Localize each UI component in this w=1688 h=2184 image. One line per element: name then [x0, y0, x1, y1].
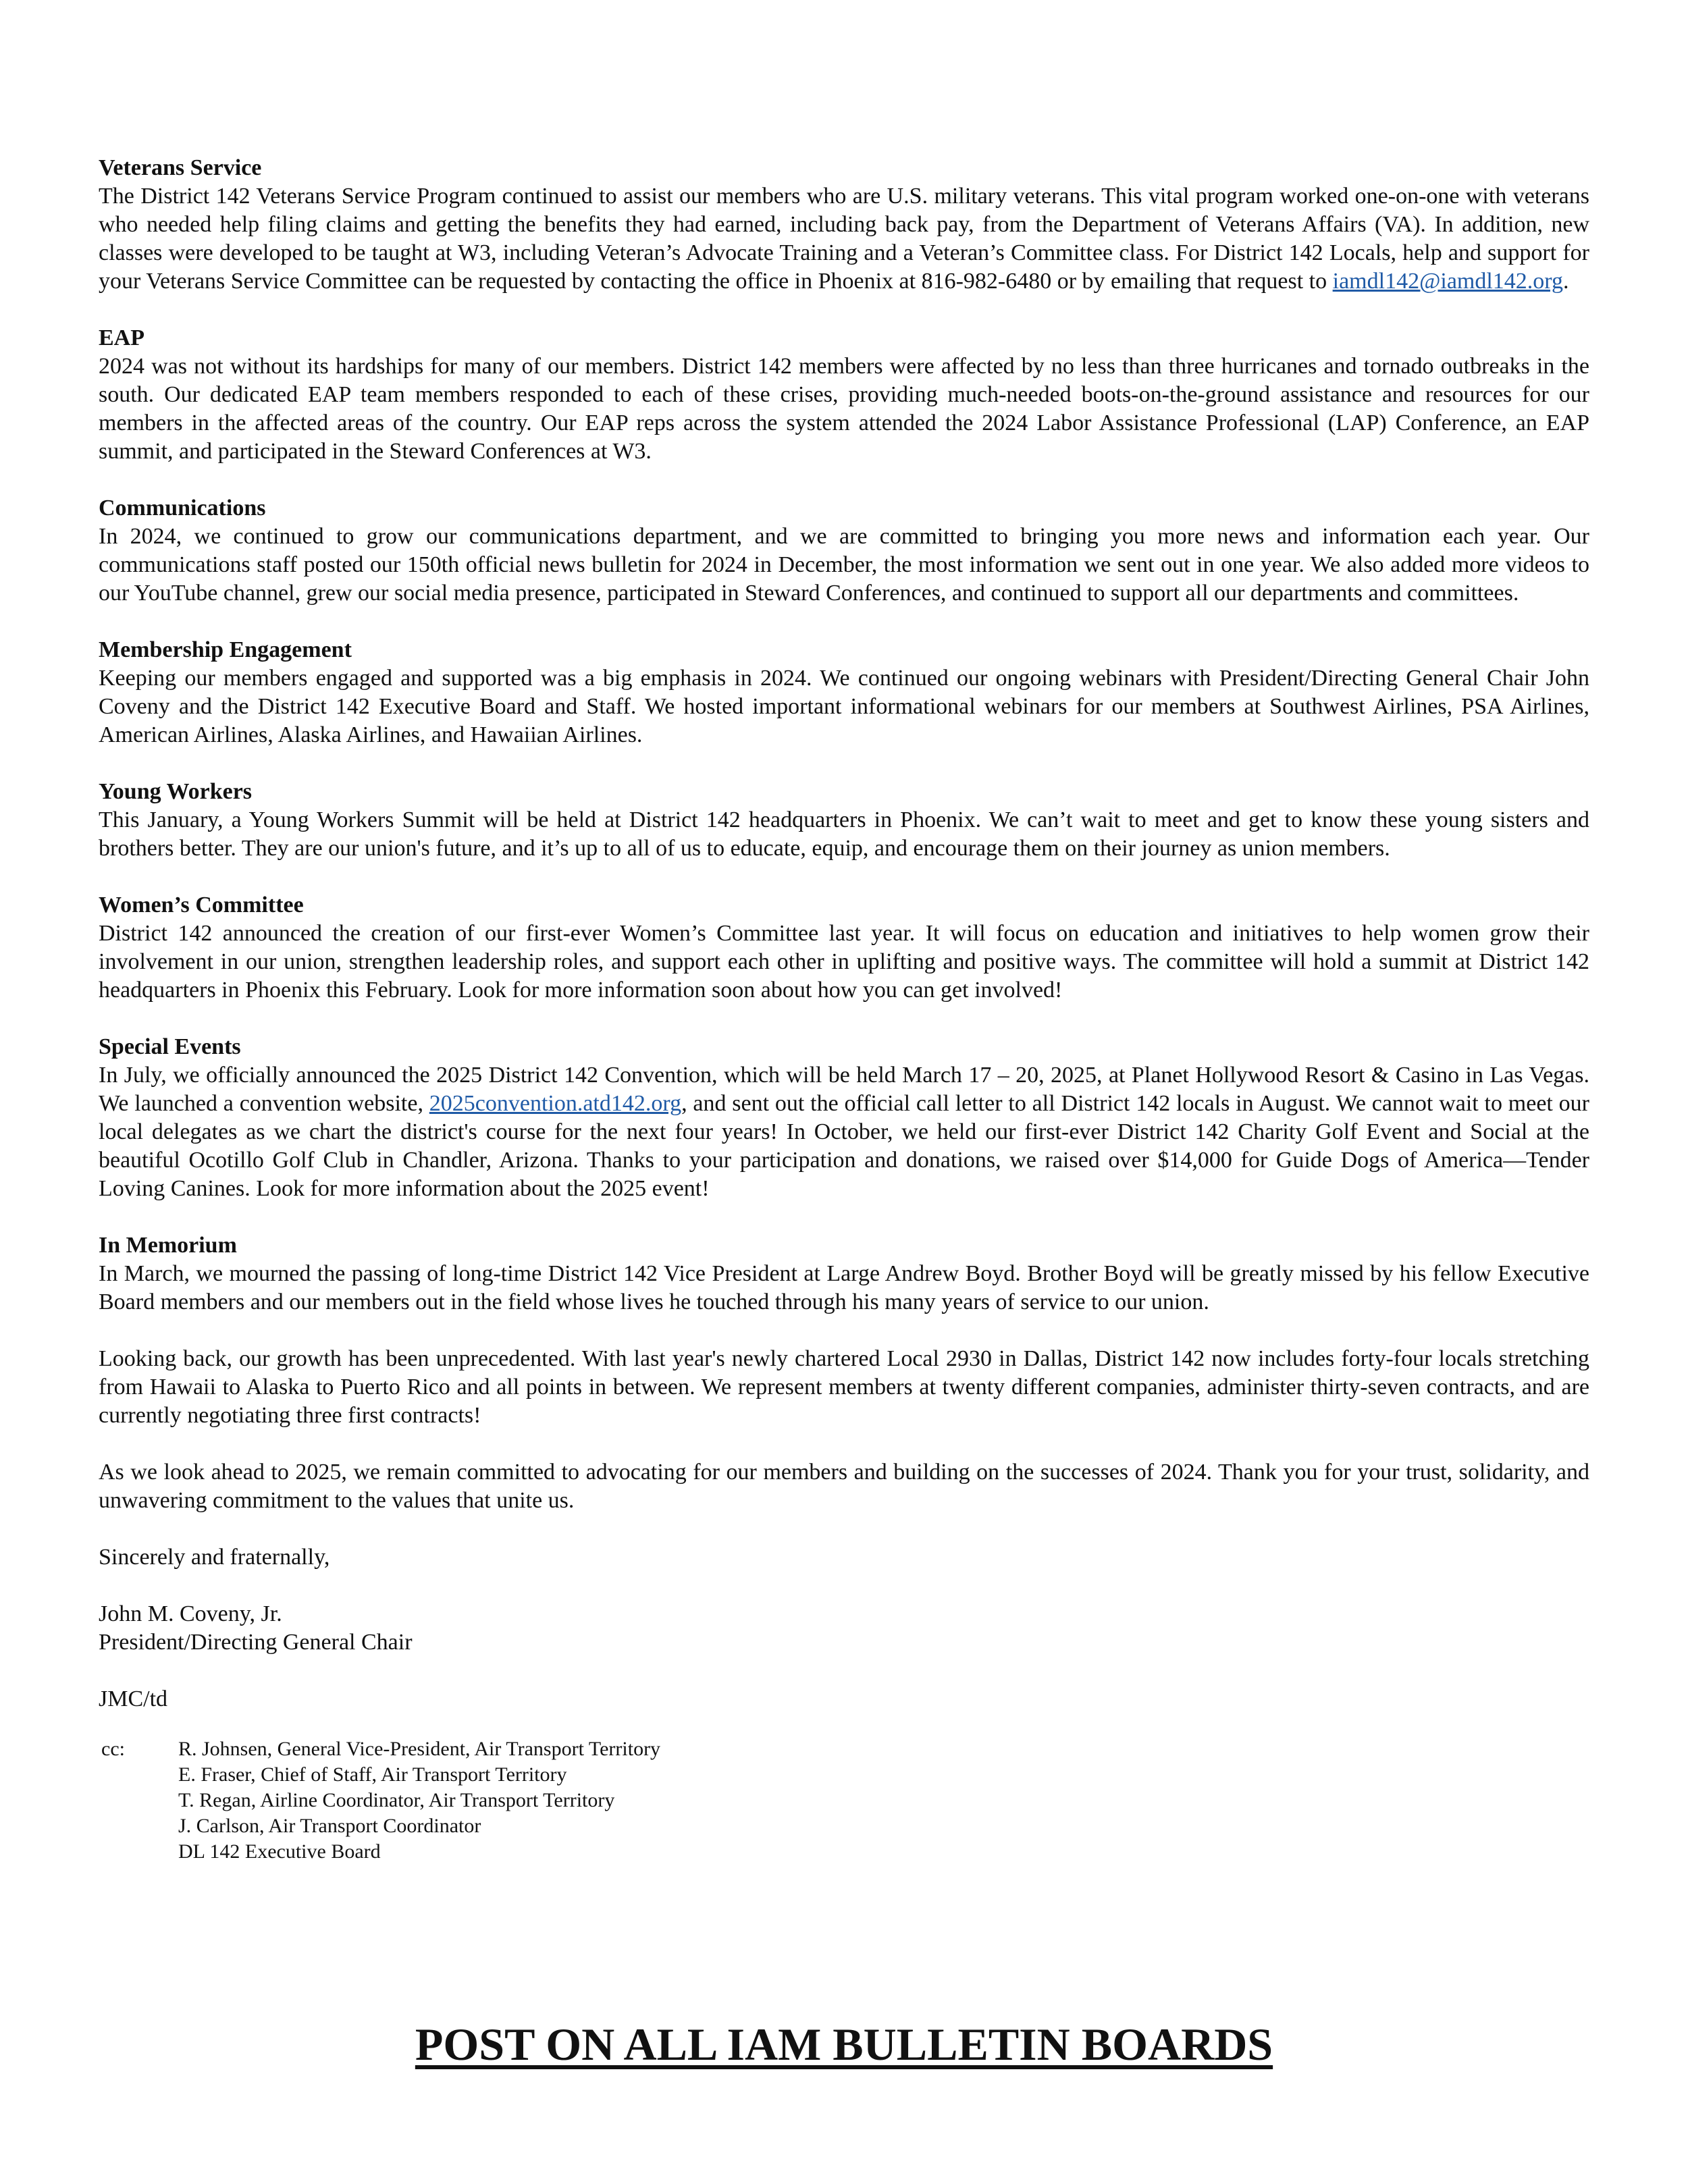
closing-paragraph: As we look ahead to 2025, we remain committed to advocating for our members and building on the successes of 2024. Thank you for your trust, solidarity, and unwavering commitment to the values that unite us. [99, 1460, 1589, 1513]
section-text-part: . [1563, 269, 1569, 294]
section-heading: Young Workers [99, 779, 253, 804]
cc-block [99, 1736, 1589, 1865]
cc-recipient: J. Carlson, Air Transport Coordinator [178, 1815, 481, 1837]
cc-list [178, 1736, 660, 1865]
section-heading: Membership Engagement [99, 637, 352, 662]
cc-recipient: R. Johnsen, General Vice-President, Air Transport Territory [178, 1738, 661, 1760]
signature-name: John M. Coveny, Jr. [99, 1601, 282, 1626]
section-text: 2024 was not without its hardships for many of our members. District 142 members were affected by no less than three hurricanes and tornado outbreaks in the south. Our dedicated EAP team members responded to each of these crises, providing much-needed boots-on-the-ground assistance and resources for our members in the affected areas of the country. Our EAP reps across the system attended the 2024 Labor Assistance Professional (LAP) Conference, an EAP summit, and participated in the Steward Conferences at W3. [99, 354, 1589, 464]
section-special-events [99, 1033, 1589, 1203]
section-heading: Communications [99, 496, 266, 521]
section-eap [99, 324, 1589, 466]
cc-recipient: T. Regan, Airline Coordinator, Air Transport Territory [178, 1789, 615, 1811]
email-link[interactable]: iamdl142@iamdl142.org [1332, 269, 1564, 294]
section-text-part: The District 142 Veterans Service Program continued to assist our members who are U.S. military veterans. This vital program worked one-on-one with veterans who needed help filing claims and getting the benefits they had earned, including back pay, from the Department of Veterans Affairs (VA). In addition, new classes were developed to be taught at W3, including Veteran’s Advocate Training and a Veteran’s Committee class. For District 142 Locals, help and support for your Veterans Service Committee can be requested by contacting the office in Phoenix at 816-982-6480 or by emailing that request to [99, 184, 1589, 294]
section-heading: Special Events [99, 1034, 241, 1059]
section-text-part: In July, we officially announced the 2025 District 142 Convention, which will be held March 17 – 20, 2025, at Planet Hollywood Resort & Casino in Las Vegas. We launched a convention website, [99, 1063, 1589, 1116]
section-heading: Veterans Service [99, 155, 262, 180]
section-in-memorium [99, 1231, 1589, 1316]
signature-block [99, 1600, 1589, 1657]
section-text-part: , and sent out the official call letter to all District 142 locals in August. We cannot wait to meet our local delegates as we chart the district's course for the next four years! In October, we held our first-ever District 142 Charity Golf Event and Social at the beautiful Ocotillo Golf Club in Chandler, Arizona. Thanks to your participation and donations, we raised over $14,000 for Guide Dogs of America—Tender Loving Canines. Look for more information about the 2025 event! [99, 1091, 1590, 1201]
salutation: Sincerely and fraternally, [99, 1545, 330, 1570]
cc-recipient: DL 142 Executive Board [178, 1840, 381, 1863]
signature-title: President/Directing General Chair [99, 1630, 413, 1655]
section-text: Keeping our members engaged and supported was a big emphasis in 2024. We continued our ongoing webinars with President/Directing General Chair John Coveny and the District 142 Executive Board and Staff. We hosted important informational webinars for our members at Southwest Airlines, PSA Airlines, American Airlines, Alaska Airlines, and Hawaiian Airlines. [99, 666, 1589, 747]
bulletin-footer: POST ON ALL IAM BULLETIN BOARDS [415, 2019, 1273, 2070]
section-heading: Women’s Committee [99, 893, 304, 917]
section-membership-engagement [99, 636, 1589, 749]
section-text: This January, a Young Workers Summit will be held at District 142 headquarters in Phoenix. We can’t wait to meet and get to know these young sisters and brothers better. They are our union's future, and it’s up to all of us to educate, equip, and encourage them on their journey as union members. [99, 807, 1589, 861]
section-text [99, 1061, 1589, 1203]
cc-recipient: E. Fraser, Chief of Staff, Air Transport Territory [178, 1763, 567, 1786]
section-text: In 2024, we continued to grow our communications department, and we are committed to bringing you more news and information each year. Our communications staff posted our 150th official news bulletin for 2024 in December, the most information we sent out in one year. We also added more videos to our YouTube channel, grew our social media presence, participated in Steward Conferences, and continued to support all our departments and committees. [99, 524, 1589, 606]
cc-label: cc: [101, 1738, 125, 1760]
section-text: District 142 announced the creation of our first-ever Women’s Committee last year. It will focus on education and initiatives to help women grow their involvement in our union, strengthen leadership roles, and support each other in uplifting and positive ways. The committee will hold a summit at District 142 headquarters in Phoenix this February. Look for more information soon about how you can get involved! [99, 921, 1589, 1003]
section-veterans-service [99, 154, 1589, 296]
section-heading: EAP [99, 325, 144, 350]
closing-paragraph: Looking back, our growth has been unprecedented. With last year's newly chartered Local 2930 in Dallas, District 142 now includes forty-four locals stretching from Hawaii to Alaska to Puerto Rico and all points in between. We represent members at twenty different companies, administer thirty-seven contracts, and are currently negotiating three first contracts! [99, 1346, 1589, 1428]
initials: JMC/td [99, 1686, 168, 1711]
section-communications [99, 494, 1589, 608]
convention-website-link[interactable]: 2025convention.atd142.org [429, 1091, 682, 1116]
section-womens-committee [99, 891, 1589, 1005]
section-text [99, 182, 1589, 296]
section-heading: In Memorium [99, 1233, 237, 1258]
section-text: In March, we mourned the passing of long-time District 142 Vice President at Large Andrew Boyd. Brother Boyd will be greatly missed by his fellow Executive Board members and our members out in the field whose lives he touched through his many years of service to our union. [99, 1261, 1589, 1314]
section-young-workers [99, 778, 1589, 863]
letter-body [99, 154, 1589, 1865]
